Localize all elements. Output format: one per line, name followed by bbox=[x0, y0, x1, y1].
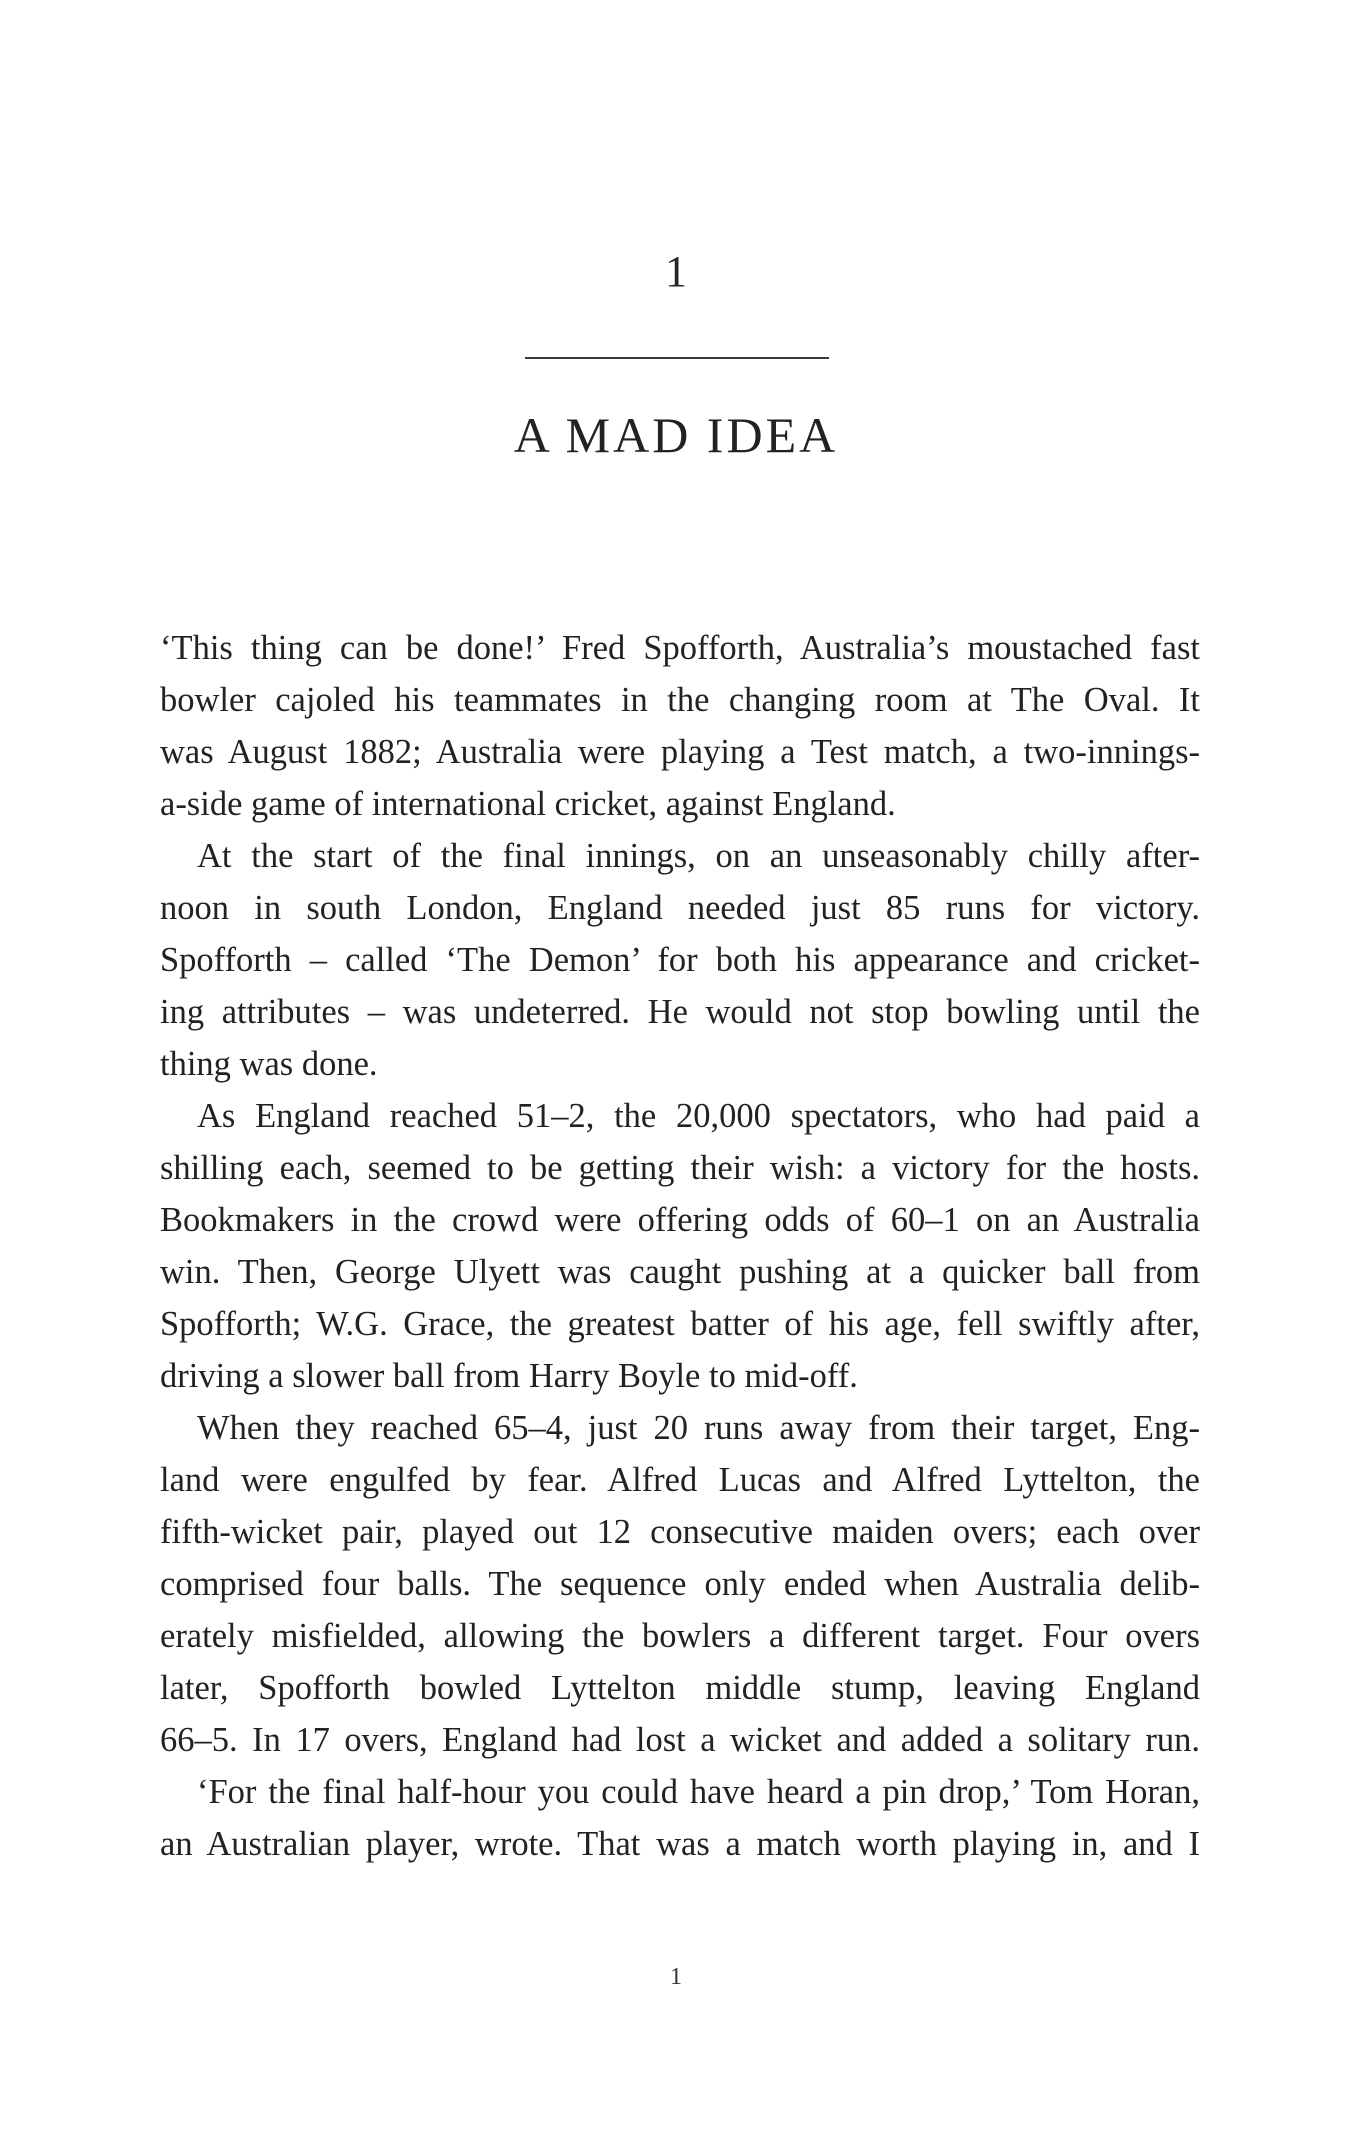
page-number: 1 bbox=[670, 1964, 682, 1990]
body-line: win. Then, George Ulyett was caught pushing at a quicker ball from bbox=[160, 1253, 1200, 1291]
body-line: noon in south London, England needed just 85 runs for victory. bbox=[160, 889, 1200, 927]
body-line: ‘This thing can be done!’ Fred Spofforth, Australia’s moustached fast bbox=[160, 629, 1200, 667]
body-line: bowler cajoled his teammates in the changing room at The Oval. It bbox=[160, 681, 1200, 719]
body-line: As England reached 51–2, the 20,000 spectators, who had paid a bbox=[197, 1097, 1200, 1135]
chapter-title: A MAD IDEA bbox=[513, 407, 839, 463]
body-line: ing attributes – was undeterred. He would not stop bowling until the bbox=[160, 993, 1200, 1031]
body-line: later, Spofforth bowled Lyttelton middle stump, leaving England bbox=[160, 1669, 1200, 1707]
body-line: thing was done. bbox=[160, 1045, 378, 1083]
body-line: When they reached 65–4, just 20 runs away from their target, Eng- bbox=[197, 1409, 1200, 1447]
body-line: fifth-wicket pair, played out 12 consecutive maiden overs; each over bbox=[160, 1513, 1200, 1551]
body-line: Spofforth – called ‘The Demon’ for both his appearance and cricket- bbox=[160, 941, 1200, 979]
body-line: a-side game of international cricket, against England. bbox=[160, 785, 896, 823]
body-line: an Australian player, wrote. That was a match worth playing in, and I bbox=[160, 1825, 1200, 1863]
body-line: land were engulfed by fear. Alfred Lucas and Alfred Lyttelton, the bbox=[160, 1461, 1200, 1499]
body-line: ‘For the final half-hour you could have heard a pin drop,’ Tom Horan, bbox=[197, 1773, 1200, 1811]
chapter-divider bbox=[525, 357, 829, 359]
body-line: erately misfielded, allowing the bowlers a different target. Four overs bbox=[160, 1617, 1200, 1655]
body-line: was August 1882; Australia were playing a Test match, a two-innings- bbox=[160, 733, 1200, 771]
body-line: 66–5. In 17 overs, England had lost a wicket and added a solitary run. bbox=[160, 1721, 1200, 1759]
chapter-number: 1 bbox=[665, 247, 687, 296]
body-line: comprised four balls. The sequence only ended when Australia delib- bbox=[160, 1565, 1200, 1603]
body-line: Bookmakers in the crowd were offering odds of 60–1 on an Australia bbox=[160, 1201, 1200, 1239]
body-line: driving a slower ball from Harry Boyle to mid-off. bbox=[160, 1357, 858, 1395]
body-text bbox=[160, 622, 1200, 1870]
body-line: shilling each, seemed to be getting their wish: a victory for the hosts. bbox=[160, 1149, 1200, 1187]
body-line: Spofforth; W.G. Grace, the greatest batter of his age, fell swiftly after, bbox=[160, 1305, 1200, 1343]
body-line: At the start of the final innings, on an unseasonably chilly after- bbox=[197, 837, 1200, 875]
